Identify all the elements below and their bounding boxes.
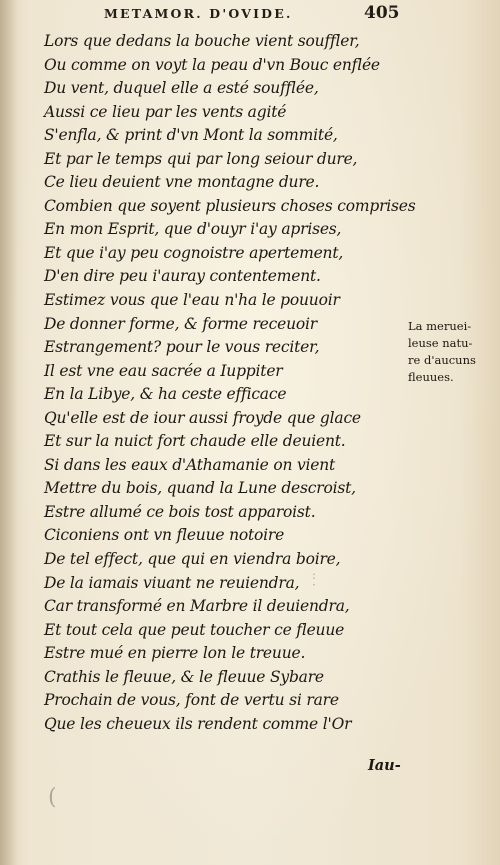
running-title: METAMOR. D'OVIDE. — [104, 6, 293, 21]
verse-line: De la iamais viuant ne reuiendra, — [44, 573, 300, 592]
verse-line: D'en dire peu i'auray contentement. — [44, 267, 321, 286]
page-number: 405 — [364, 3, 400, 23]
verse-line: Crathis le fleuue, & le fleuue Sybare — [44, 667, 324, 686]
verse-line: Ce lieu deuient vne montagne dure. — [44, 173, 320, 192]
verse-line: Mettre du bois, quand la Lune descroist, — [44, 479, 356, 498]
verse-line: Estre mué en pierre lon le treuue. — [44, 644, 306, 663]
verse-line: Lors que dedans la bouche vient souffler, — [44, 32, 360, 50]
verse-line: Si dans les eaux d'Athamanie on vient — [44, 455, 336, 474]
verse-line: S'enfla, & print d'vn Mont la sommité, — [44, 126, 338, 145]
verse-line: En mon Esprit, que d'ouyr i'ay aprises, — [44, 220, 342, 239]
verse-line: Que les cheueux ils rendent comme l'Or — [44, 714, 352, 733]
verse-line: Ou comme on voyt la peau d'vn Bouc enflée — [44, 55, 380, 74]
verse-line: En la Libye, & ha ceste efficace — [44, 385, 287, 404]
verse-line: Estrangement? pour le vous reciter, — [44, 338, 320, 357]
verse-line: Estimez vous que l'eau n'ha le pouuoir — [44, 291, 340, 310]
verse-line: Et par le temps qui par long seiour dure, — [44, 149, 358, 168]
margin-note-line: La meruei- — [408, 319, 472, 333]
margin-note-line: leuse natu- — [408, 336, 473, 350]
catchword: Iau- — [368, 757, 401, 774]
verse-line: Qu'elle est de iour aussi froyde que glace — [44, 408, 361, 427]
verse-line: Combien que soyent plusieurs choses comprises — [44, 196, 416, 215]
verse-line: De donner forme, & forme receuoir — [44, 314, 317, 333]
binding-shadow — [0, 0, 18, 865]
margin-note — [408, 318, 496, 386]
verse-line: Estre allumé ce bois tost apparoist. — [44, 502, 316, 521]
margin-note-line: re d'aucuns — [408, 353, 476, 367]
verse-line: Et tout cela que peut toucher ce fleuue — [44, 620, 345, 639]
verse-line: Ciconiens ont vn fleuue notoire — [44, 526, 285, 545]
verse-line: Du vent, duquel elle a esté soufflée, — [44, 79, 319, 98]
verse-line: Aussi ce lieu par les vents agité — [44, 102, 287, 121]
verse-text — [44, 30, 416, 736]
verse-line: Car transformé en Marbre il deuiendra, — [44, 597, 350, 616]
verse-line: Il est vne eau sacrée a Iuppiter — [44, 361, 283, 380]
verse-line: De tel effect, que qui en viendra boire, — [44, 550, 341, 569]
show-through-mark: ( — [48, 785, 57, 810]
verse-line: Et que i'ay peu cognoistre apertement, — [44, 243, 344, 262]
margin-note-line: fleuues. — [408, 370, 454, 384]
verse-line: Et sur la nuict fort chaude elle deuient. — [44, 432, 346, 451]
ink-bleed-mark: : · — [312, 568, 317, 592]
verse-line: Prochain de vous, font de vertu si rare — [44, 691, 339, 710]
